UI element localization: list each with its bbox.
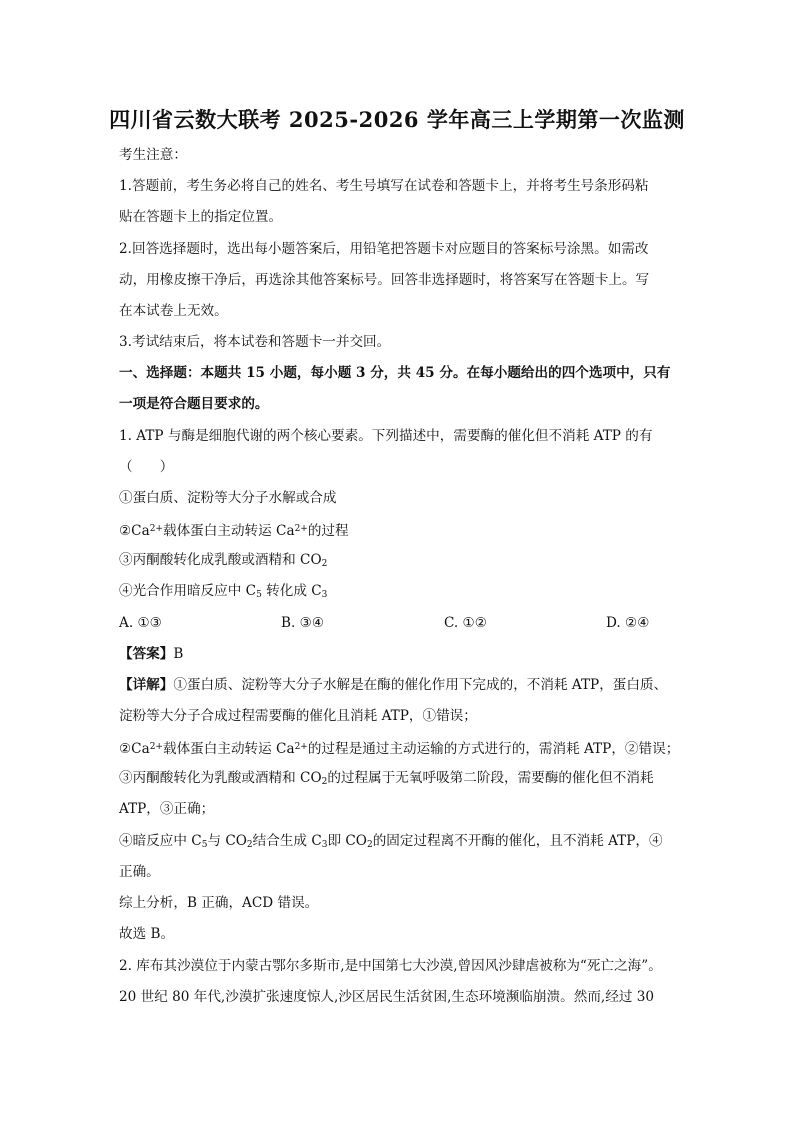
q1-statement-3: ③丙酮酸转化成乳酸或酒精和 $CO_2$	[119, 552, 328, 569]
q1-statement-1: ①蛋白质、淀粉等大分子水解或合成	[119, 490, 337, 506]
page-title: 四川省云数大联考 2025-2026 学年高三上学期第一次监测	[109, 107, 685, 132]
q1-statement-2: $②Ca^{2+}$载体蛋白主动转运 $Ca^{2+}$的过程	[119, 523, 349, 539]
notice-item-1-line-1: 1.答题前，考生务必将自己的姓名、考生号填写在试卷和答题卡上，并将考生号条形码粘	[119, 178, 649, 194]
q1-detail-line-7: 正确。	[119, 864, 160, 880]
q1-detail-line-5: ATP，③正确；	[119, 801, 215, 817]
notice-item-1-line-2: 贴在答题卡上的指定位置。	[119, 209, 283, 225]
section-heading-line-2: 一项是符合题目要求的。	[119, 396, 269, 412]
q1-summary: 综上分析，B 正确，ACD 错误。	[119, 895, 319, 911]
notice-item-2-line-2: 动，用橡皮擦干净后，再选涂其他答案标号。回答非选择题时，将答案写在答题卡上。写	[119, 272, 650, 288]
q1-detail-line-3: $②Ca^{2+}$载体蛋白主动转运 $Ca^{2+}$的过程是通过主动运输的方式进行的，需消耗 ATP，②错误；	[119, 741, 680, 757]
q1-detail-line-6: ④暗反应中 $C_5$与 $CO_2$结合生成 $C_3$即 $CO_2$的固定过程离不开酶的催化，且不消耗 ATP，④	[119, 833, 663, 850]
q1-answer	[119, 645, 183, 663]
q1-detail-line-1: 【详解】①蛋白质、淀粉等大分子水解是在酶的催化作用下完成的，不消耗 ATP，蛋白质、	[119, 677, 668, 693]
answer-label: 【答案】	[119, 646, 174, 662]
q1-option-b: B. ③④	[281, 615, 325, 631]
q1-option-d: D. ②④	[606, 615, 650, 631]
detail-label: 【详解】	[119, 677, 174, 693]
q1-stem-line-1: 1. ATP 与酶是细胞代谢的两个核心要素。下列描述中，需要酶的催化但不消耗 ATP 的有	[119, 428, 653, 444]
notice-item-2-line-3: 在本试卷上无效。	[119, 303, 228, 319]
q2-stem-line-1: 2. 库布其沙漠位于内蒙古鄂尔多斯市,是中国第七大沙漠,曾因风沙肆虐被称为“死亡之海”。	[119, 958, 662, 974]
answer-value: B	[173, 646, 184, 662]
q2-stem-line-2: 20 世纪 80 年代,沙漠扩张速度惊人,沙区居民生活贫困,生态环境濒临崩溃。然而,经过 30	[119, 989, 655, 1005]
q1-statement-4: ④光合作用暗反应中 $C_5$ 转化成 $C_3$	[119, 583, 328, 600]
q1-detail-line-4: ③丙酮酸转化为乳酸或酒精和 $CO_2$的过程属于无氧呼吸第二阶段，需要酶的催化但不消耗	[119, 770, 654, 787]
q1-choose: 故选 B。	[119, 926, 175, 942]
q1-stem-line-2: （ ）	[119, 459, 174, 475]
notice-heading: 考生注意：	[119, 147, 187, 163]
section-heading-line-1: 一、选择题：本题共 15 小题，每小题 3 分，共 45 分。在每小题给出的四个选项中，只有	[119, 365, 671, 381]
q1-detail-line-2: 淀粉等大分子合成过程需要酶的催化且消耗 ATP，①错误；	[119, 708, 477, 724]
notice-item-3: 3.考试结束后，将本试卷和答题卡一并交回。	[119, 334, 391, 350]
notice-item-2-line-1: 2.回答选择题时，选出每小题答案后，用铅笔把答题卡对应题目的答案标号涂黑。如需改	[119, 241, 649, 257]
q1-option-c: C. ①②	[444, 615, 487, 631]
q1-option-a: A. ①③	[119, 615, 162, 631]
